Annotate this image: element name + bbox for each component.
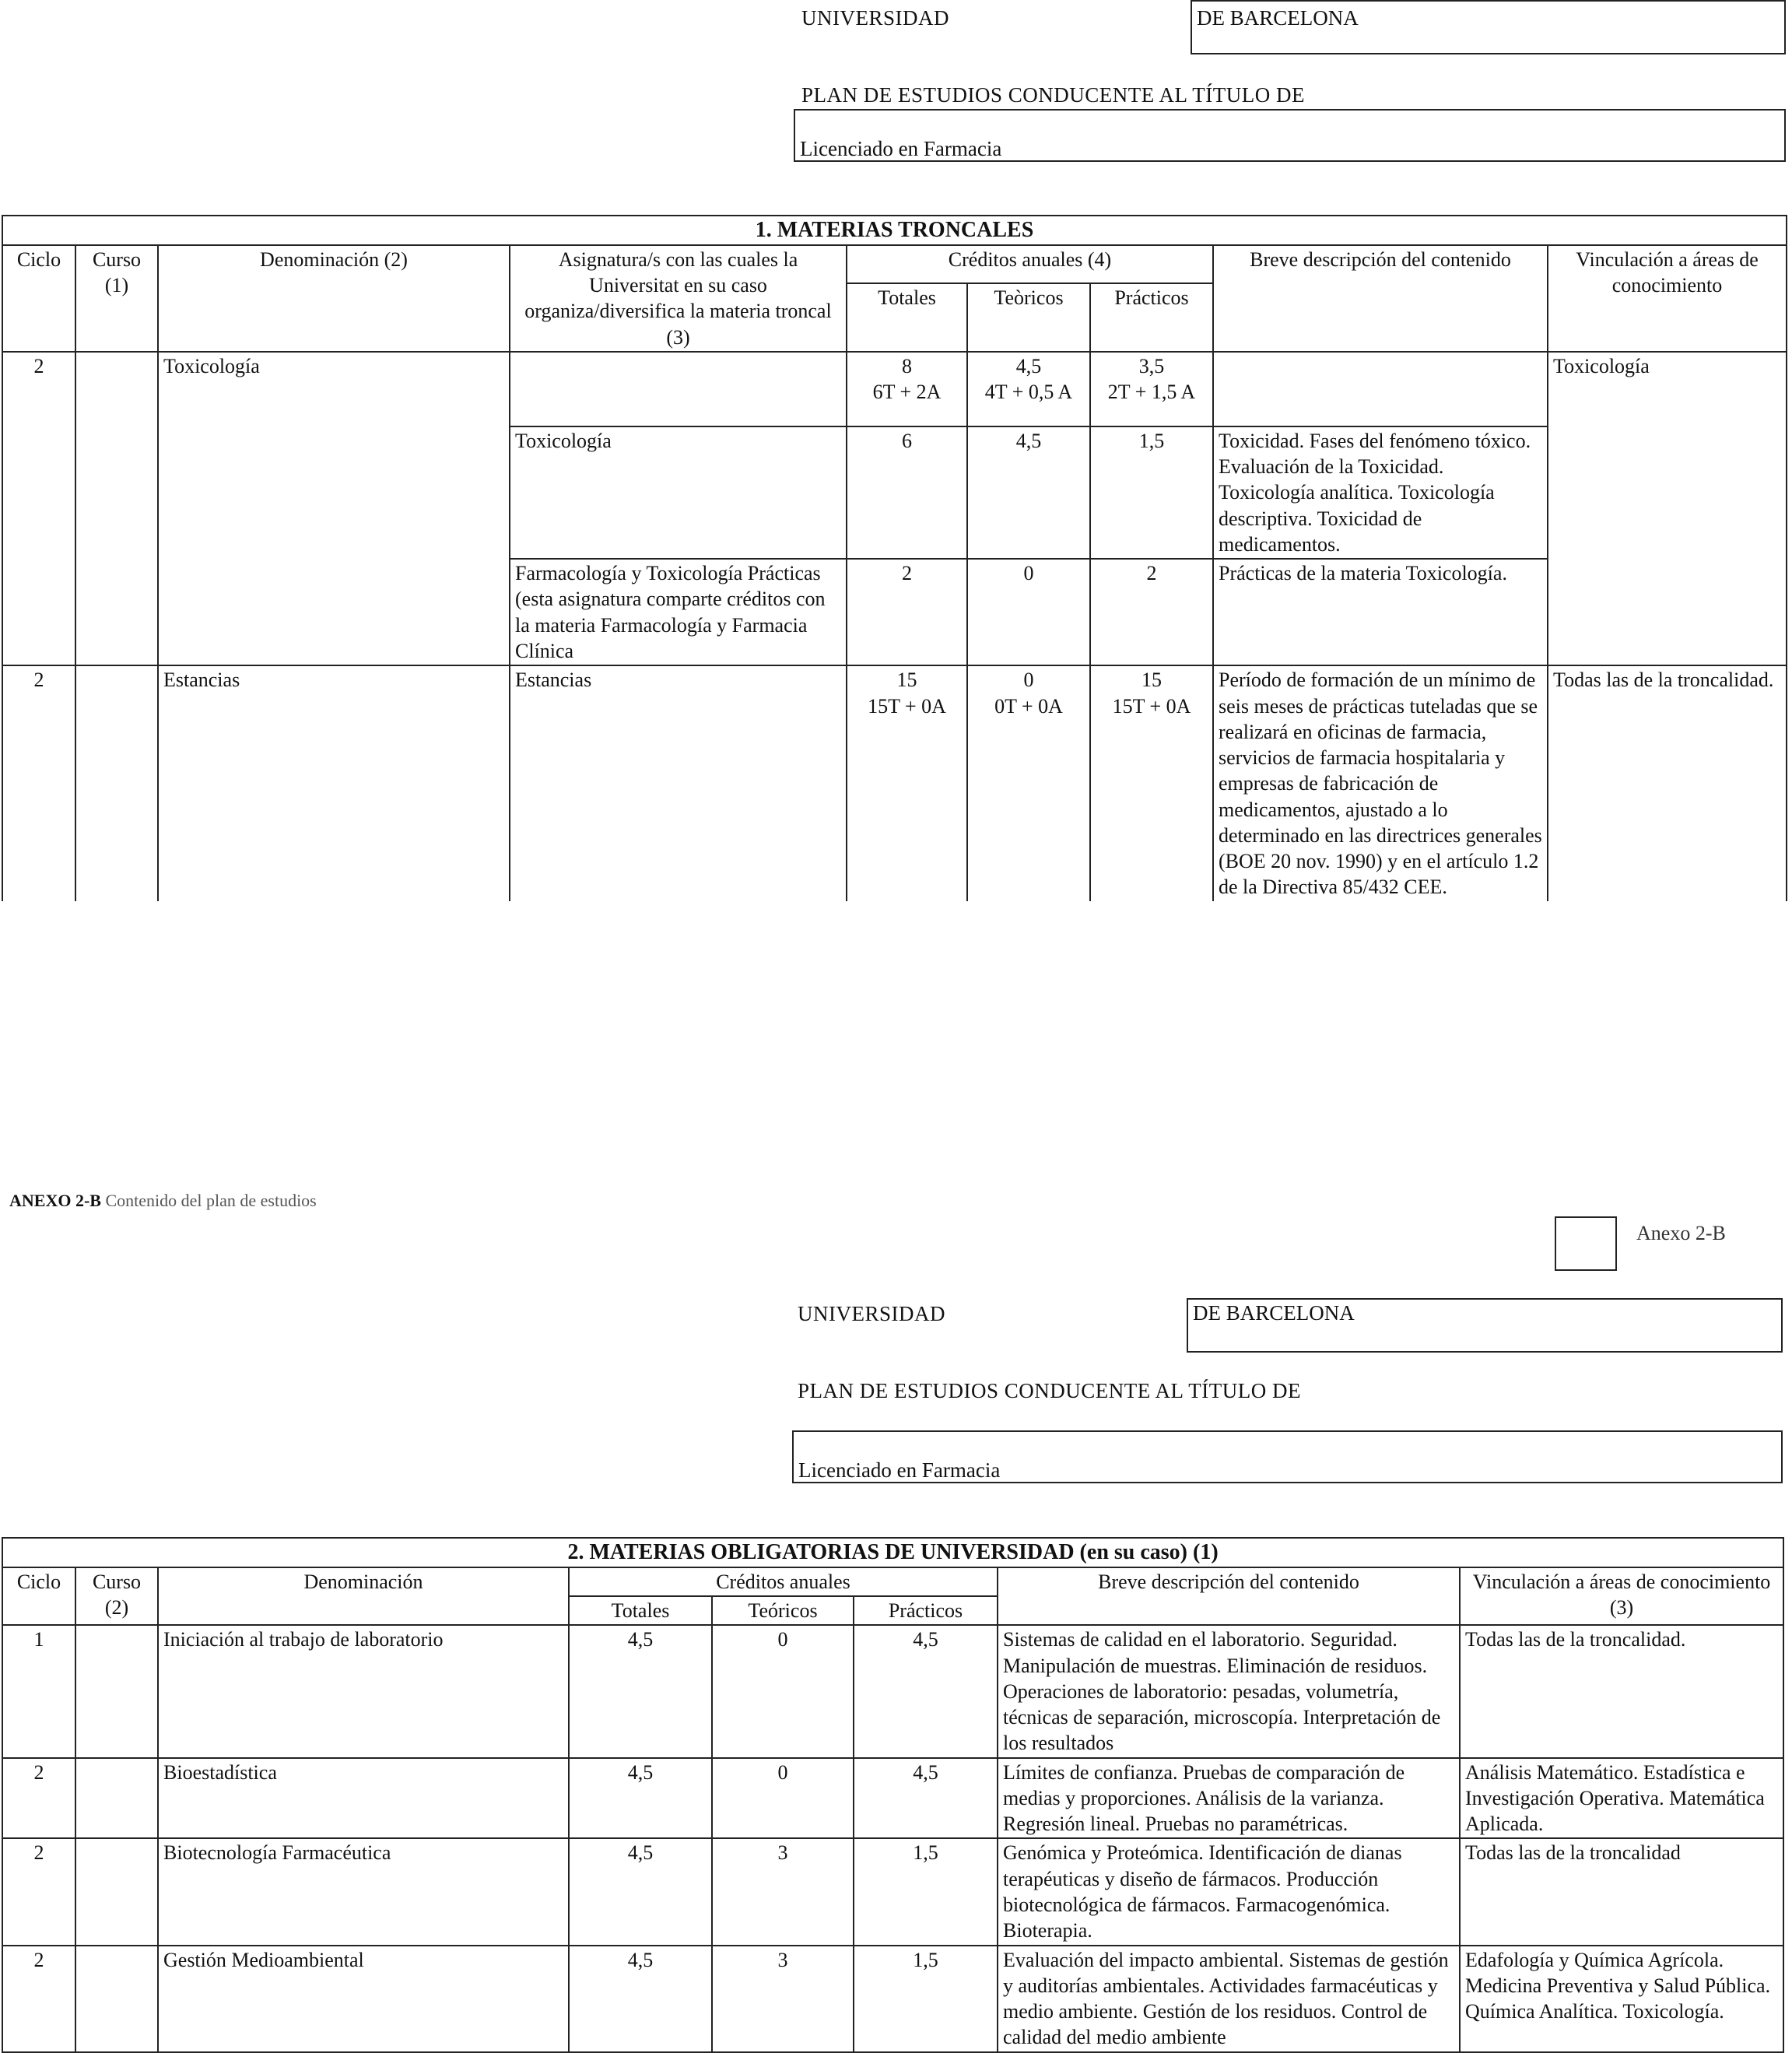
cell-ciclo: 1 bbox=[2, 1625, 75, 1757]
cell-vinculacion: Todas las de la troncalidad bbox=[1460, 1838, 1783, 1945]
header-curso: Curso (2) bbox=[75, 1567, 158, 1626]
cell-teoricos: 0 bbox=[712, 1625, 854, 1757]
header-totales: Totales bbox=[569, 1596, 712, 1625]
plan-value-2: Licenciado en Farmacia bbox=[798, 1458, 1001, 1482]
anexo-title-subtitle: Contenido del plan de estudios bbox=[105, 1191, 317, 1210]
table-row bbox=[2, 352, 1787, 426]
cell-denominacion: Biotecnología Farmacéutica bbox=[158, 1838, 569, 1945]
universidad-value-box-2 bbox=[1187, 1298, 1783, 1353]
cell-ciclo: 2 bbox=[2, 1946, 75, 2052]
cell-vinculacion: Todas las de la troncalidad. bbox=[1548, 665, 1787, 900]
table-row bbox=[2, 1946, 1783, 2052]
cell-ciclo: 2 bbox=[2, 665, 75, 900]
header-practicos: Prácticos bbox=[1090, 283, 1213, 352]
cell-asignatura: Toxicología bbox=[510, 426, 847, 559]
cell-denominacion: Bioestadística bbox=[158, 1758, 569, 1839]
cell-descripcion: Período de formación de un mínimo de seis meses de prácticas tuteladas que se realizará en oficinas de farmacia, servicios de farmacia hospitalaria y empresas de fabricación de medicamentos, ajustado a lo determinado en las directrices generales (BOE 20 nov. 1990) y en el artículo 1.2 de la Directiva 85/432 CEE. bbox=[1213, 665, 1548, 900]
materias-obligatorias-table bbox=[2, 1537, 1784, 2053]
cell-totales: 6 bbox=[847, 426, 967, 559]
header-denominacion: Denominación (2) bbox=[158, 245, 510, 352]
header-vinculacion: Vinculación a áreas de conocimiento (3) bbox=[1460, 1567, 1783, 1626]
cell-descripcion: Sistemas de calidad en el laboratorio. Seguridad. Manipulación de muestras. Eliminación de residuos. Operaciones de laboratorio: pesadas, volumetría, técnicas de separación, microscopía. Interpretación de los resultados bbox=[998, 1625, 1460, 1757]
cell-teoricos: 0 bbox=[712, 1758, 854, 1839]
cell-totales: 4,5 bbox=[569, 1758, 712, 1839]
header-vinculacion: Vinculación a áreas de conocimiento bbox=[1548, 245, 1787, 352]
cell-totales: 4,5 bbox=[569, 1946, 712, 2052]
universidad-label-2: UNIVERSIDAD bbox=[798, 1302, 945, 1325]
table-row bbox=[2, 665, 1787, 900]
cell-descripcion: Límites de confianza. Pruebas de comparación de medias y proporciones. Análisis de la varianza. Regresión lineal. Pruebas no paramétricas. bbox=[998, 1758, 1460, 1839]
cell-totales: 15 15T + 0A bbox=[847, 665, 967, 900]
cell-descripcion: Evaluación del impacto ambiental. Sistemas de gestión y auditorías ambientales. Actividades farmacéuticas y medio ambiente. Gestión de los residuos. Control de calidad del medio ambiente bbox=[998, 1946, 1460, 2052]
cell-totales: 4,5 bbox=[569, 1838, 712, 1945]
cell-practicos: 1,5 bbox=[854, 1838, 998, 1945]
universidad-value: DE BARCELONA bbox=[1197, 6, 1359, 30]
cell-practicos: 1,5 bbox=[854, 1946, 998, 2052]
header-creditos: Créditos anuales bbox=[569, 1567, 998, 1596]
materias-troncales-table bbox=[2, 215, 1787, 901]
cell-teoricos: 4,5 4T + 0,5 A bbox=[967, 352, 1090, 426]
header-teoricos: Teòricos bbox=[967, 283, 1090, 352]
table-row bbox=[2, 1625, 1783, 1757]
cell-denominacion: Iniciación al trabajo de laboratorio bbox=[158, 1625, 569, 1757]
cell-asignatura bbox=[510, 352, 847, 426]
cell-ciclo: 2 bbox=[2, 352, 75, 665]
cell-denominacion: Estancias bbox=[158, 665, 510, 900]
table-row bbox=[2, 1758, 1783, 1839]
cell-vinculacion: Toxicología bbox=[1548, 352, 1787, 665]
cell-curso bbox=[75, 665, 158, 900]
cell-ciclo: 2 bbox=[2, 1838, 75, 1945]
header-descripcion: Breve descripción del contenido bbox=[998, 1567, 1460, 1626]
cell-practicos: 4,5 bbox=[854, 1625, 998, 1757]
cell-totales: 2 bbox=[847, 559, 967, 665]
plan-value: Licenciado en Farmacia bbox=[800, 137, 1002, 160]
header-creditos: Créditos anuales (4) bbox=[847, 245, 1213, 283]
plan-value-box bbox=[794, 109, 1786, 162]
cell-teoricos: 3 bbox=[712, 1838, 854, 1945]
table-title-2: 2. MATERIAS OBLIGATORIAS DE UNIVERSIDAD (en su caso) (1) bbox=[2, 1538, 1783, 1567]
cell-descripcion: Genómica y Proteómica. Identificación de dianas terapéuticas y diseño de fármacos. Producción biotecnológica de fármacos. Farmacogenómica. Bioterapia. bbox=[998, 1838, 1460, 1945]
cell-teoricos: 4,5 bbox=[967, 426, 1090, 559]
cell-teoricos: 3 bbox=[712, 1946, 854, 2052]
cell-vinculacion: Edafología y Química Agrícola. Medicina Preventiva y Salud Pública. Química Analítica. Toxicología. bbox=[1460, 1946, 1783, 2052]
universidad-value-2: DE BARCELONA bbox=[1193, 1301, 1355, 1325]
cell-practicos: 4,5 bbox=[854, 1758, 998, 1839]
header-totales: Totales bbox=[847, 283, 967, 352]
cell-asignatura: Farmacología y Toxicología Prácticas (esta asignatura comparte créditos con la materia Farmacología y Farmacia Clínica bbox=[510, 559, 847, 665]
cell-teoricos: 0 bbox=[967, 559, 1090, 665]
cell-totales: 8 6T + 2A bbox=[847, 352, 967, 426]
table-title: 1. MATERIAS TRONCALES bbox=[2, 216, 1787, 245]
anexo-checkbox bbox=[1555, 1216, 1617, 1271]
cell-practicos: 1,5 bbox=[1090, 426, 1213, 559]
header-practicos: Prácticos bbox=[854, 1596, 998, 1625]
cell-teoricos: 0 0T + 0A bbox=[967, 665, 1090, 900]
header-descripcion: Breve descripción del contenido bbox=[1213, 245, 1548, 352]
cell-descripcion: Prácticas de la materia Toxicología. bbox=[1213, 559, 1548, 665]
cell-totales: 4,5 bbox=[569, 1625, 712, 1757]
cell-curso bbox=[75, 352, 158, 665]
cell-curso bbox=[75, 1625, 158, 1757]
cell-denominacion: Gestión Medioambiental bbox=[158, 1946, 569, 2052]
anexo-title-bold: ANEXO 2-B bbox=[9, 1191, 101, 1210]
cell-curso bbox=[75, 1838, 158, 1945]
header-ciclo: Ciclo bbox=[2, 245, 75, 352]
header-denominacion: Denominación bbox=[158, 1567, 569, 1626]
cell-denominacion: Toxicología bbox=[158, 352, 510, 665]
cell-descripcion: Toxicidad. Fases del fenómeno tóxico. Evaluación de la Toxicidad. Toxicología analítica. Toxicología descriptiva. Toxicidad de medicamentos. bbox=[1213, 426, 1548, 559]
cell-vinculacion: Todas las de la troncalidad. bbox=[1460, 1625, 1783, 1757]
header-teoricos: Teóricos bbox=[712, 1596, 854, 1625]
cell-curso bbox=[75, 1946, 158, 2052]
header-curso: Curso (1) bbox=[75, 245, 158, 352]
anexo-title bbox=[9, 1191, 317, 1211]
table-row bbox=[2, 1838, 1783, 1945]
cell-practicos: 2 bbox=[1090, 559, 1213, 665]
plan-label-2: PLAN DE ESTUDIOS CONDUCENTE AL TÍTULO DE bbox=[798, 1379, 1301, 1402]
header-ciclo: Ciclo bbox=[2, 1567, 75, 1626]
anexo-label: Anexo 2-B bbox=[1636, 1222, 1726, 1244]
cell-asignatura: Estancias bbox=[510, 665, 847, 900]
header-asignatura: Asignatura/s con las cuales la Universitat en su caso organiza/diversifica la materia troncal (3) bbox=[510, 245, 847, 352]
universidad-value-box bbox=[1191, 0, 1786, 54]
universidad-label: UNIVERSIDAD bbox=[801, 6, 949, 30]
cell-practicos: 3,5 2T + 1,5 A bbox=[1090, 352, 1213, 426]
plan-value-box-2 bbox=[792, 1430, 1783, 1483]
cell-descripcion bbox=[1213, 352, 1548, 426]
cell-ciclo: 2 bbox=[2, 1758, 75, 1839]
cell-curso bbox=[75, 1758, 158, 1839]
plan-label: PLAN DE ESTUDIOS CONDUCENTE AL TÍTULO DE bbox=[801, 83, 1305, 107]
cell-vinculacion: Análisis Matemático. Estadística e Investigación Operativa. Matemática Aplicada. bbox=[1460, 1758, 1783, 1839]
cell-practicos: 15 15T + 0A bbox=[1090, 665, 1213, 900]
